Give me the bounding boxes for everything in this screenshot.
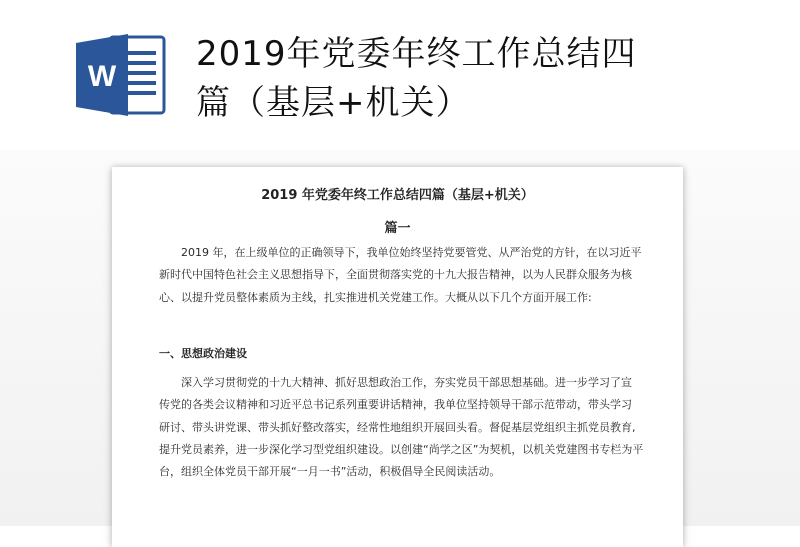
paragraph-line: 台，组织全体党员干部开展“一月一书”活动，积极倡导全民阅读活动。: [159, 465, 501, 479]
paragraph-line: 心、以提升党员整体素质为主线，扎实推进机关党建工作。大概从以下几个方面开展工作:: [159, 290, 592, 304]
page-title-line2: 篇（基层+机关）: [196, 83, 471, 123]
paragraph-1: [159, 242, 655, 309]
word-icon: [76, 34, 166, 116]
paragraph-line: 研讨、带头讲党课、带头抓好整改落实，经常性地组织开展回头看。督促基层党组织主抓党员教育,: [159, 420, 636, 434]
paragraph-line: 新时代中国特色社会主义思想指导下，全面贯彻落实党的十九大报告精神，以为人民群众服务为核: [159, 268, 632, 282]
page-header: [0, 0, 800, 150]
paragraph-line: 2019 年，在上级单位的正确领导下，我单位始终坚持党要管党、从严治党的方针，在以习近平: [181, 246, 642, 259]
paragraph-line: 提升党员素养，进一步深化学习型党组织建设。以创建“尚学之区”为契机，以机关党建图书专栏为平: [159, 442, 644, 456]
paragraph-line: 深入学习贯彻党的十九大精神、抓好思想政治工作，夯实党员干部思想基础。进一步学习了宣: [181, 376, 632, 389]
section-heading: 篇一: [384, 221, 411, 236]
paragraph-2: [159, 372, 655, 483]
paragraph-line: 传党的各类会议精神和习近平总书记系列重要讲话精神，我单位坚持领导干部示范带动，带头学习: [159, 398, 632, 412]
document-page: [112, 167, 683, 547]
document-title: 2019 年党委年终工作总结四篇（基层+机关）: [261, 188, 534, 203]
svg-text:W: W: [87, 60, 117, 93]
page-title: [196, 30, 756, 128]
subheading: 一、思想政治建设: [159, 347, 247, 360]
page-title-line1: 2019年党委年终工作总结四: [196, 34, 637, 74]
